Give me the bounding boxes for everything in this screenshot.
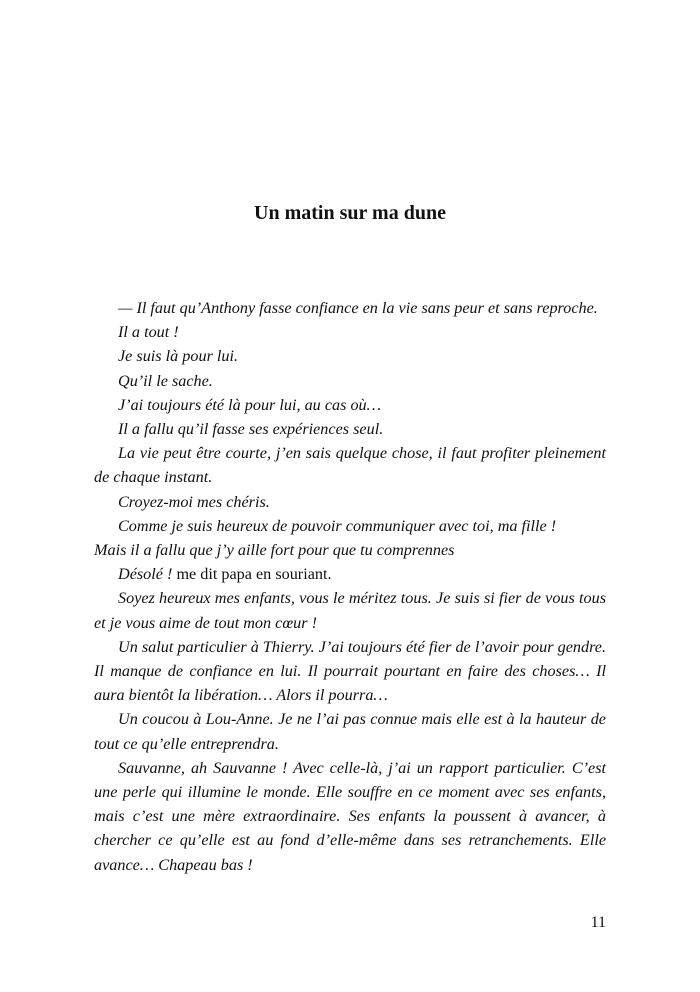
page-number: 11	[590, 914, 606, 931]
paragraph: Croyez-moi mes chéris.	[118, 492, 270, 511]
paragraph: J’ai toujours été là pour lui, au cas où…	[118, 395, 382, 414]
chapter-title: Un matin sur ma dune	[254, 202, 446, 224]
paragraph: Je suis là pour lui.	[118, 347, 239, 366]
paragraph: — Il faut qu’Anthony fasse confiance en la vie sans peur et sans reproche.	[118, 299, 598, 317]
paragraph-mixed	[94, 562, 606, 586]
paragraph: La vie peut être courte, j’en sais quelque chose, il faut profiter pleinement de chaque instant.	[94, 444, 606, 487]
paragraph: Qu’il le sache.	[118, 371, 213, 390]
paragraph: Sauvanne, ah Sauvanne ! Avec celle-là, j’ai un rapport particulier. C’est une perle qui illumine le monde. Elle souffre en ce moment avec ses enfants, mais c’est une mère extraordinaire. Ses enfants la poussent à avancer, à chercher ce qu’elle est au fond d’elle-même dans ses retranchements. Elle avance… Chapeau bas !	[94, 758, 606, 874]
paragraph: Un coucou à Lou-Anne. Je ne l’ai pas connue mais elle est à la hauteur de tout ce qu’elle entreprendra.	[94, 710, 606, 753]
paragraph: Soyez heureux mes enfants, vous le méritez tous. Je suis si fier de vous tous et je vous aime de tout mon cœur !	[94, 589, 606, 632]
paragraph: Comme je suis heureux de pouvoir communiquer avec toi, ma fille !	[118, 516, 557, 535]
italic-exclamation: Désolé !	[118, 565, 173, 584]
narration-text: me dit papa en souriant.	[172, 565, 332, 584]
paragraph: Il a fallu qu’il fasse ses expériences seul.	[118, 420, 384, 439]
chapter-body	[94, 296, 606, 877]
paragraph: Il a tout !	[118, 323, 179, 342]
paragraph: Un salut particulier à Thierry. J’ai toujours été fier de l’avoir pour gendre. Il manque de confiance en lui. Il pourrait pourtant en faire des choses… Il aura bientôt la libération… Alors il pourra…	[94, 637, 606, 705]
paragraph-continuation: Mais il a fallu que j’y aille fort pour que tu comprennes	[94, 541, 455, 560]
